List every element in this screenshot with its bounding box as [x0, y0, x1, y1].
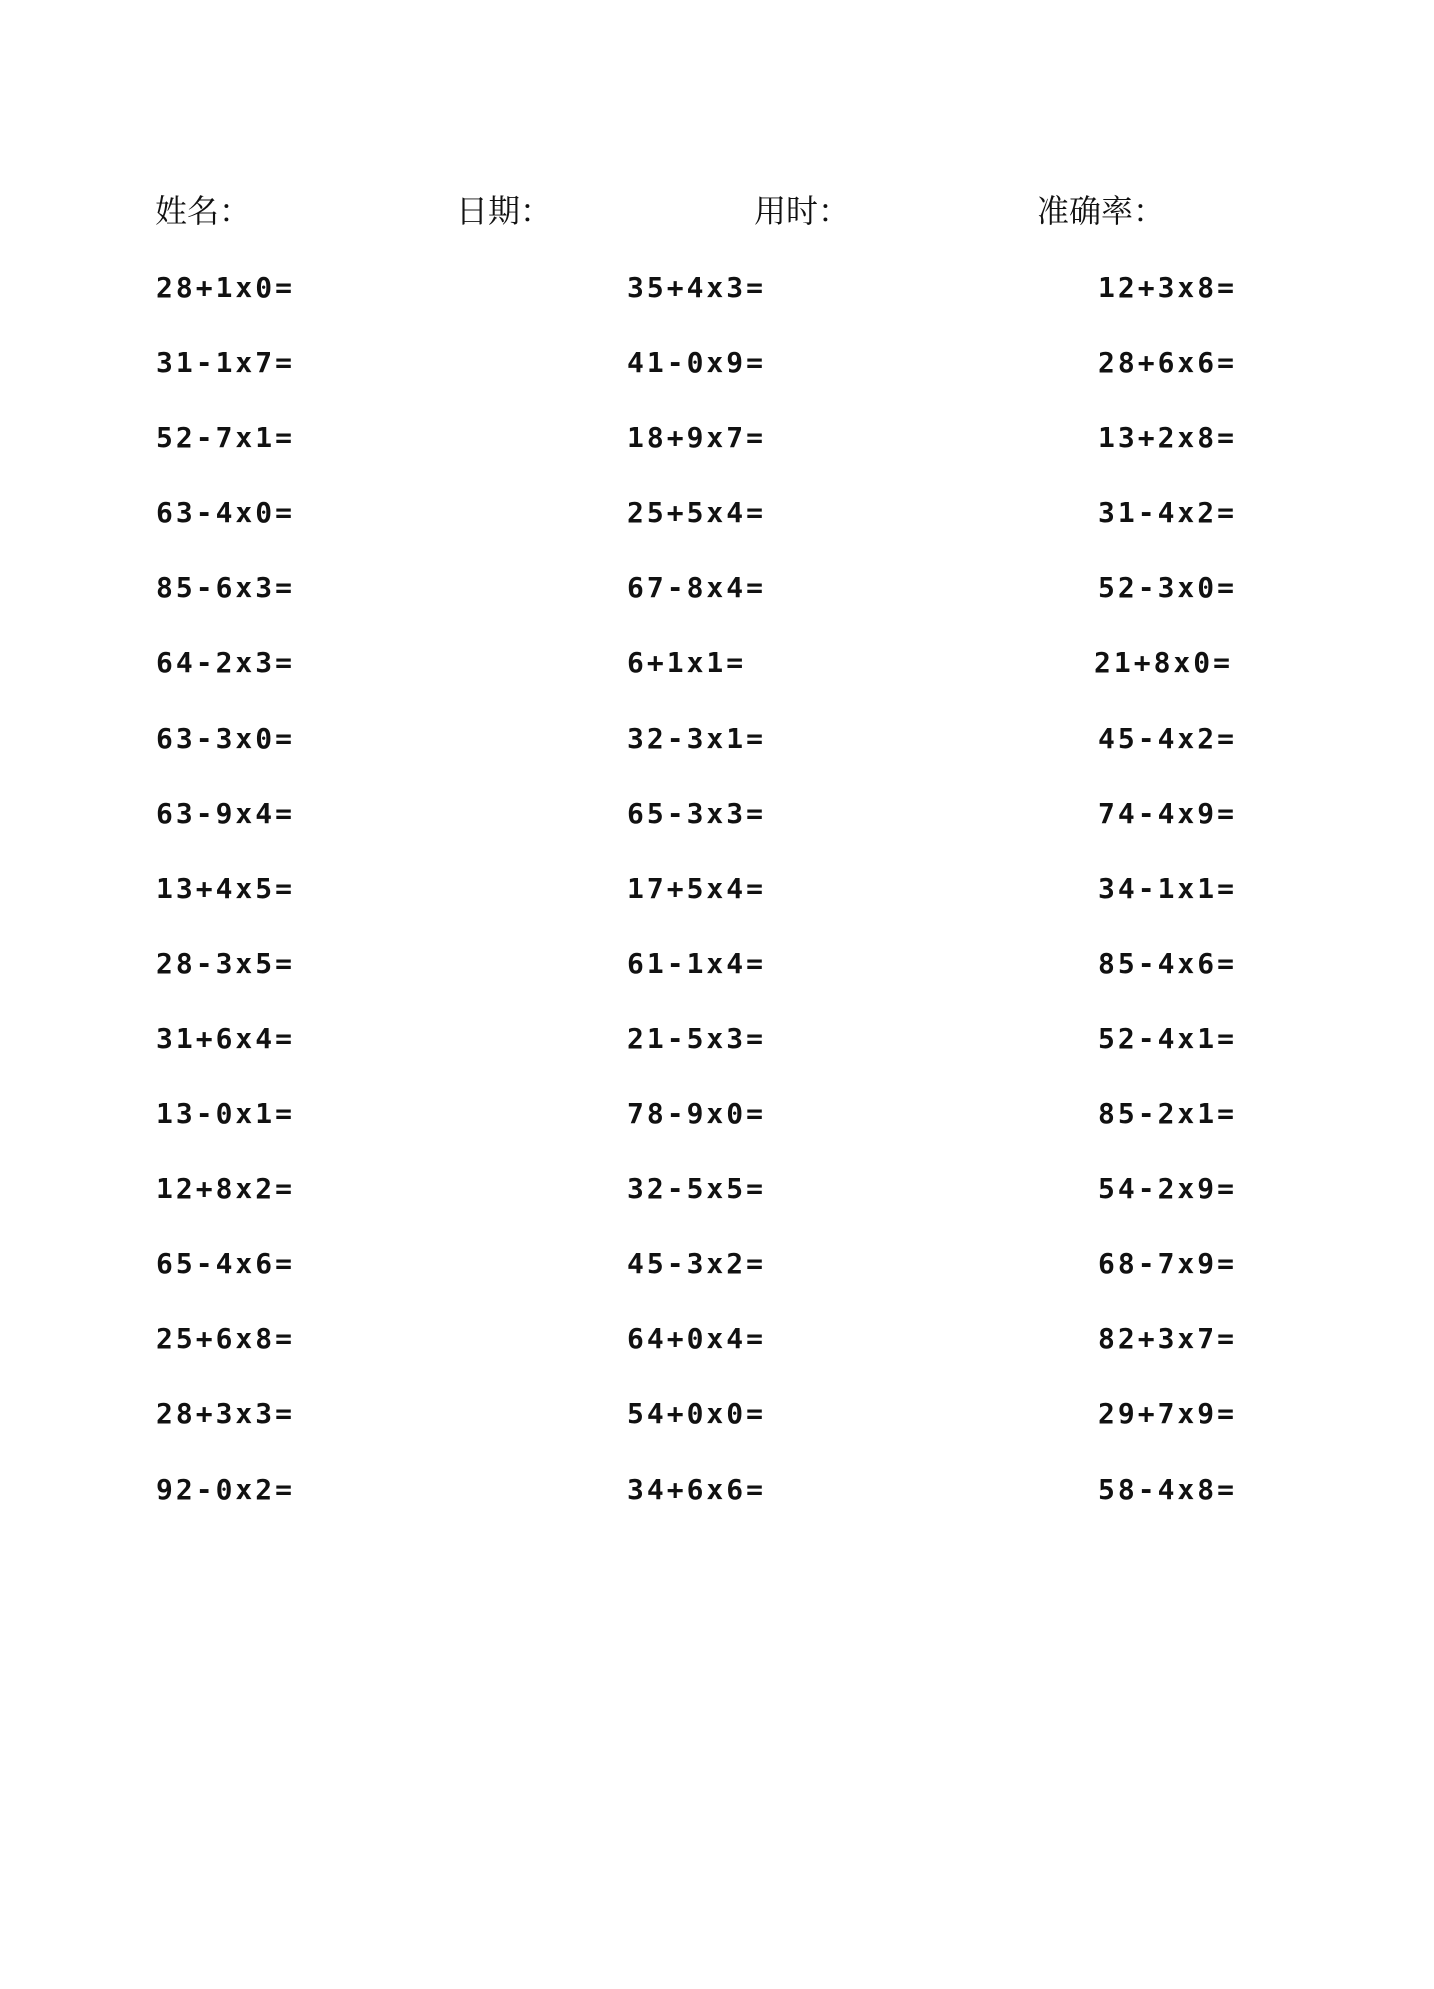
- math-problem: 64+0x4=: [627, 1322, 767, 1356]
- math-problem: 13+4x5=: [156, 871, 296, 905]
- math-problem: 34-1x1=: [1098, 871, 1238, 905]
- math-problem: 67-8x4=: [627, 571, 767, 605]
- math-problem: 63-3x0=: [156, 721, 296, 755]
- math-problem: 61-1x4=: [627, 946, 767, 980]
- name-label: 姓名：: [155, 192, 252, 230]
- problem-column-2: [627, 264, 987, 1541]
- math-problem: 78-9x0=: [627, 1097, 767, 1131]
- math-problem: 12+3x8=: [1098, 271, 1238, 304]
- problem-column-1: [156, 264, 516, 1541]
- math-problem: 17+5x4=: [627, 871, 767, 905]
- worksheet-header: [0, 186, 1434, 236]
- math-problem: 12+8x2=: [156, 1172, 296, 1206]
- math-problem: 25+6x8=: [156, 1322, 296, 1356]
- math-problem: 31-4x2=: [1098, 496, 1238, 530]
- math-problem: 45-3x2=: [627, 1247, 767, 1281]
- math-problem: 52-7x1=: [156, 421, 296, 455]
- math-problem: 63-4x0=: [156, 496, 296, 530]
- math-problem: 68-7x9=: [1098, 1247, 1238, 1281]
- math-problem: 21+8x0=: [1094, 646, 1234, 680]
- math-problem: 45-4x2=: [1098, 721, 1238, 755]
- math-problem: 82+3x7=: [1098, 1322, 1238, 1356]
- math-problem: 85-4x6=: [1098, 946, 1238, 980]
- date-label: 日期：: [456, 192, 553, 230]
- math-problem: 28-3x5=: [156, 946, 296, 980]
- math-problem: 29+7x9=: [1098, 1397, 1238, 1431]
- math-problem: 32-3x1=: [627, 721, 767, 755]
- math-problem: 13+2x8=: [1098, 421, 1238, 455]
- math-problem: 85-6x3=: [156, 571, 296, 605]
- math-problem: 28+3x3=: [156, 1397, 296, 1431]
- math-problem: 18+9x7=: [627, 421, 767, 455]
- math-problem: 85-2x1=: [1098, 1097, 1238, 1131]
- math-problem: 54+0x0=: [627, 1397, 767, 1431]
- math-problem: 63-9x4=: [156, 796, 296, 830]
- math-problem: 34+6x6=: [627, 1472, 767, 1506]
- problem-column-3: [1094, 264, 1434, 1541]
- math-problem: 65-3x3=: [627, 796, 767, 830]
- math-problem: 13-0x1=: [156, 1097, 296, 1131]
- math-problem: 32-5x5=: [627, 1172, 767, 1206]
- math-problem: 64-2x3=: [156, 646, 296, 680]
- math-problem: 28+1x0=: [156, 271, 296, 304]
- math-problem: 58-4x8=: [1098, 1472, 1238, 1506]
- math-problem: 25+5x4=: [627, 496, 767, 530]
- math-problem: 65-4x6=: [156, 1247, 296, 1281]
- math-problem: 31-1x7=: [156, 346, 296, 380]
- math-problem: 92-0x2=: [156, 1472, 296, 1506]
- math-problem: 31+6x4=: [156, 1021, 296, 1055]
- accuracy-label: 准确率：: [1037, 192, 1166, 230]
- math-problem: 52-4x1=: [1098, 1021, 1238, 1055]
- math-problem: 28+6x6=: [1098, 346, 1238, 380]
- math-problem: 6+1x1=: [627, 646, 747, 680]
- math-problem: 35+4x3=: [627, 271, 767, 304]
- math-problem: 41-0x9=: [627, 346, 767, 380]
- math-problem: 52-3x0=: [1098, 571, 1238, 605]
- math-problem: 74-4x9=: [1098, 796, 1238, 830]
- math-problem: 21-5x3=: [627, 1021, 767, 1055]
- time-used-label: 用时：: [754, 192, 851, 230]
- math-problem: 54-2x9=: [1098, 1172, 1238, 1206]
